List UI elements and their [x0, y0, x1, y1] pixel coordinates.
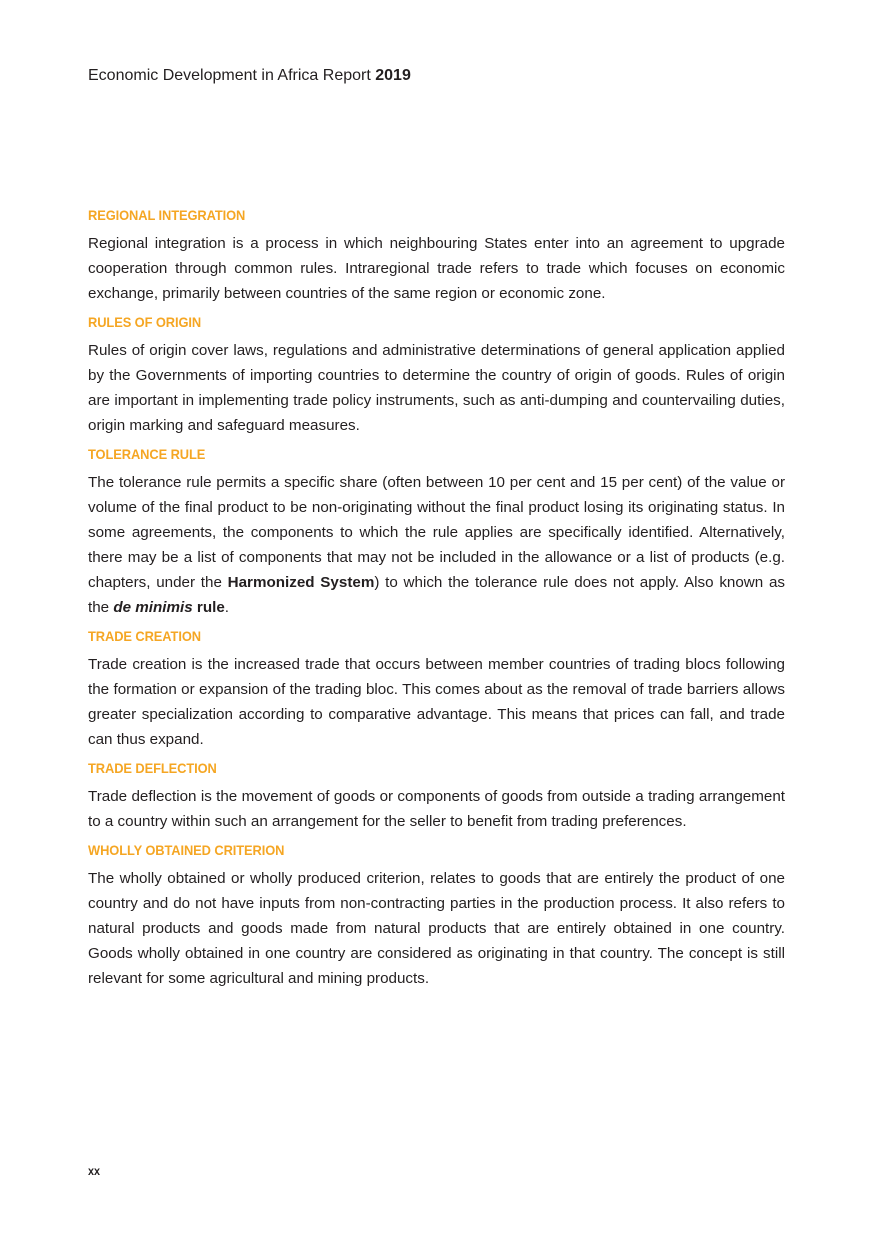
- page-number: xx: [88, 1164, 101, 1178]
- running-header: [88, 66, 411, 86]
- harmonized-system-term: Harmonized System: [227, 574, 375, 591]
- body-regional-integration: Regional integration is a process in which neighbouring States enter into an agreement to upgrade cooperation through common rules. Intraregional trade refers to trade which focuses on economic exchange, primarily between countries of the same region or economic zone.: [88, 235, 785, 302]
- heading-wholly-obtained-criterion: WHOLLY OBTAINED CRITERION: [88, 842, 285, 858]
- heading-tolerance-rule: TOLERANCE RULE: [88, 446, 206, 462]
- tolerance-text-1: The tolerance rule permits a specific share (often between 10 per cent and 15 per cent) of the value or volume of the final product to be non-originating without the final product losing its originating status. In some agreements, the components to which the rule applies are specifically identified. Alternatively, there may be a list of components that may not be included in the allowance or a list of products (e.g. chapters, under the: [88, 474, 785, 591]
- rule-term: rule: [192, 599, 225, 616]
- de-minimis-term: de minimis: [113, 599, 193, 616]
- report-year: 2019: [375, 67, 411, 84]
- body-rules-of-origin: Rules of origin cover laws, regulations and administrative determinations of general application applied by the Governments of importing countries to determine the country of origin of goods. Rules of origin are important in implementing trade policy instruments, such as anti-dumping and countervailing duties, origin marking and safeguard measures.: [88, 342, 785, 434]
- heading-trade-deflection: TRADE DEFLECTION: [88, 760, 217, 776]
- heading-rules-of-origin: RULES OF ORIGIN: [88, 314, 202, 330]
- body-wholly-obtained-criterion: The wholly obtained or wholly produced criterion, relates to goods that are entirely the product of one country and do not have inputs from non-contracting parties in the production process. It also refers to natural products and goods made from natural products that are entirely obtained in one country. Goods wholly obtained in one country are considered as originating in that country. The concept is still relevant for some agricultural and mining products.: [88, 870, 785, 987]
- body-trade-deflection: Trade deflection is the movement of goods or components of goods from outside a trading arrangement to a country within such an arrangement for the seller to benefit from trading preferences.: [88, 788, 785, 830]
- report-title: Economic Development in Africa Report: [88, 67, 371, 84]
- body-tolerance-rule: [88, 470, 785, 620]
- glossary-content: [88, 205, 785, 997]
- heading-regional-integration: REGIONAL INTEGRATION: [88, 207, 246, 223]
- heading-trade-creation: TRADE CREATION: [88, 628, 201, 644]
- tolerance-text-3: .: [224, 599, 229, 616]
- tolerance-text-2: ) to which the tolerance rule does not apply. Also known as the: [88, 574, 786, 616]
- body-trade-creation: Trade creation is the increased trade that occurs between member countries of trading blocs following the formation or expansion of the trading bloc. This comes about as the removal of trade barriers allows greater specialization according to comparative advantage. This means that prices can fall, and trade can thus expand.: [88, 656, 785, 748]
